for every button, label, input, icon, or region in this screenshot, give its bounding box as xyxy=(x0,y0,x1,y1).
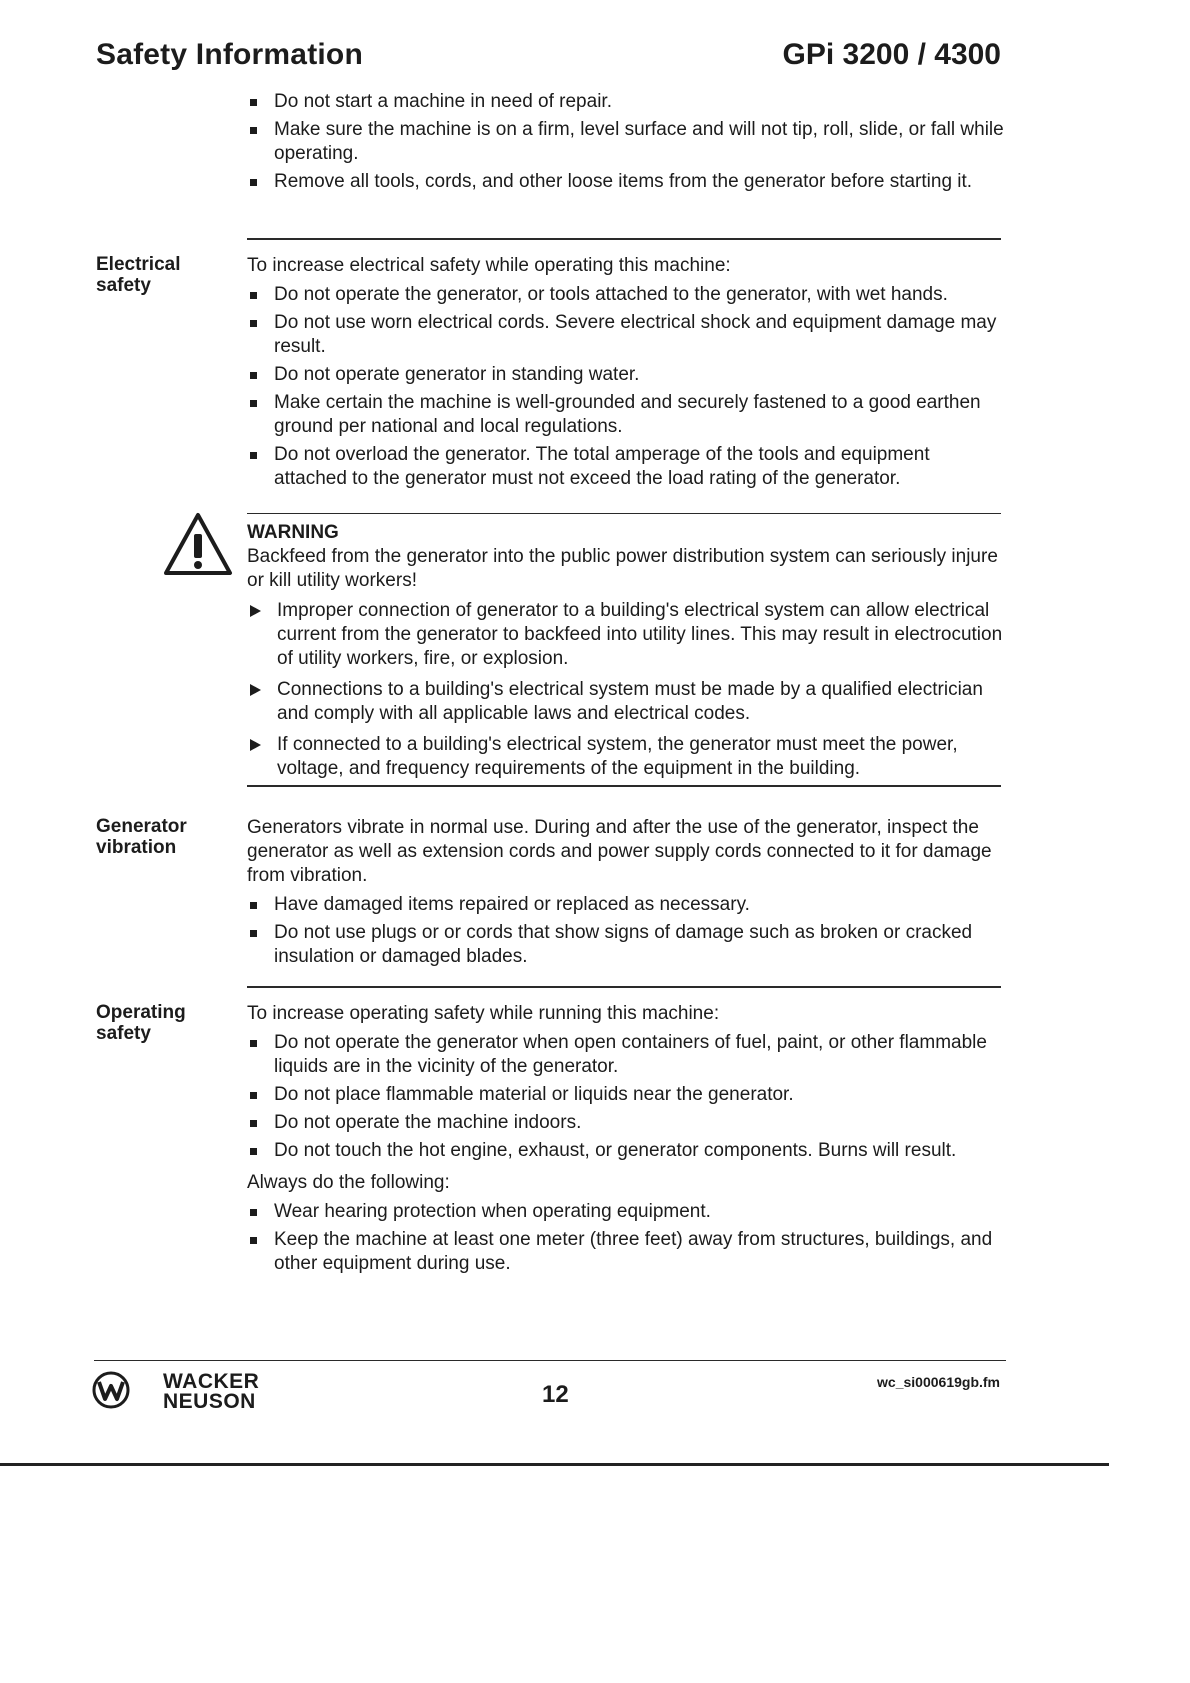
logo-line: NEUSON xyxy=(163,1390,256,1413)
warning-arrow-list xyxy=(247,599,1007,781)
list-item: If connected to a building's electrical system, the generator must meet the power, voltage, and frequency requirements of the equipment in the building. xyxy=(247,733,1007,781)
section-label-electrical xyxy=(96,254,236,296)
top-bullet-list xyxy=(247,90,1007,194)
top-content xyxy=(247,90,1007,198)
list-item: Remove all tools, cords, and other loose items from the generator before starting it. xyxy=(247,170,1007,194)
list-item: Do not operate generator in standing water. xyxy=(247,363,1007,387)
electrical-content xyxy=(247,254,1007,495)
warning-triangle-icon xyxy=(163,512,233,576)
logo-line: WACKER xyxy=(163,1370,260,1393)
section-divider xyxy=(247,785,1001,787)
list-item: Do not use plugs or or cords that show signs of damage such as broken or cracked insulation or damaged blades. xyxy=(247,921,1007,969)
section-intro: To increase electrical safety while operating this machine: xyxy=(247,255,731,276)
vibration-bullet-list xyxy=(247,893,1007,969)
warning-title: WARNING xyxy=(247,522,339,543)
list-item: Do not touch the hot engine, exhaust, or generator components. Burns will result. xyxy=(247,1139,1007,1163)
list-item: Improper connection of generator to a building's electrical system can allow electrical current from the generator to backfeed into utility lines. This may result in electrocution of utility workers, fire, or explosion. xyxy=(247,599,1007,671)
list-item: Do not operate the machine indoors. xyxy=(247,1111,1007,1135)
section-label-line: Generator xyxy=(96,816,187,837)
section-intro: Generators vibrate in normal use. During and after the use of the generator, inspect the generator as well as extension cords and power supply cords connected to it for damage from vibration. xyxy=(247,817,992,886)
page-title: Safety Information xyxy=(96,38,363,71)
list-item: Do not start a machine in need of repair. xyxy=(247,90,1007,114)
list-item: Do not place flammable material or liquids near the generator. xyxy=(247,1083,1007,1107)
scan-edge-bar xyxy=(0,1463,1109,1466)
operating-content xyxy=(247,1002,1007,1280)
vibration-content xyxy=(247,816,1007,973)
list-item: Make certain the machine is well-grounded and securely fastened to a good earthen ground per national and local regulations. xyxy=(247,391,1007,439)
list-item: Do not use worn electrical cords. Severe electrical shock and equipment damage may result. xyxy=(247,311,1007,359)
always-bullet-list xyxy=(247,1200,1007,1276)
section-label-line: safety xyxy=(96,275,151,296)
list-item: Do not overload the generator. The total amperage of the tools and equipment attached to the generator must not exceed the load rating of the generator. xyxy=(247,443,1007,491)
list-item: Do not operate the generator, or tools attached to the generator, with wet hands. xyxy=(247,283,1007,307)
model-title: GPi 3200 / 4300 xyxy=(782,38,1001,71)
section-intro: To increase operating safety while running this machine: xyxy=(247,1003,720,1024)
section-label-line: vibration xyxy=(96,837,177,858)
list-item: Keep the machine at least one meter (three feet) away from structures, buildings, and other equipment during use. xyxy=(247,1228,1007,1276)
section-label-line: Electrical xyxy=(96,254,181,275)
section-divider xyxy=(247,513,1001,514)
footer-divider xyxy=(94,1360,1006,1361)
section-divider xyxy=(247,986,1001,988)
list-item: Wear hearing protection when operating equipment. xyxy=(247,1200,1007,1224)
company-logo-text xyxy=(163,1372,259,1412)
operating-bullet-list xyxy=(247,1031,1007,1163)
list-item: Connections to a building's electrical system must be made by a qualified electrician and comply with all applicable laws and electrical codes. xyxy=(247,678,1007,726)
list-item: Do not operate the generator when open containers of fuel, paint, or other flammable liquids are in the vicinity of the generator. xyxy=(247,1031,1007,1079)
list-item: Make sure the machine is on a firm, level surface and will not tip, roll, slide, or fall while operating. xyxy=(247,118,1007,166)
page-number: 12 xyxy=(542,1381,569,1408)
section-divider xyxy=(247,238,1001,240)
section-label-operating xyxy=(96,1002,236,1044)
warning-text: Backfeed from the generator into the public power distribution system can seriously injure or kill utility workers! xyxy=(247,546,998,591)
file-name: wc_si000619gb.fm xyxy=(877,1374,1000,1390)
list-item: Have damaged items repaired or replaced as necessary. xyxy=(247,893,1007,917)
section-label-line: Operating xyxy=(96,1002,186,1023)
always-intro: Always do the following: xyxy=(247,1172,450,1193)
section-label-vibration xyxy=(96,816,236,858)
electrical-bullet-list xyxy=(247,283,1007,491)
section-label-line: safety xyxy=(96,1023,151,1044)
wacker-neuson-logo-icon xyxy=(92,1371,130,1409)
warning-content xyxy=(247,521,1007,788)
